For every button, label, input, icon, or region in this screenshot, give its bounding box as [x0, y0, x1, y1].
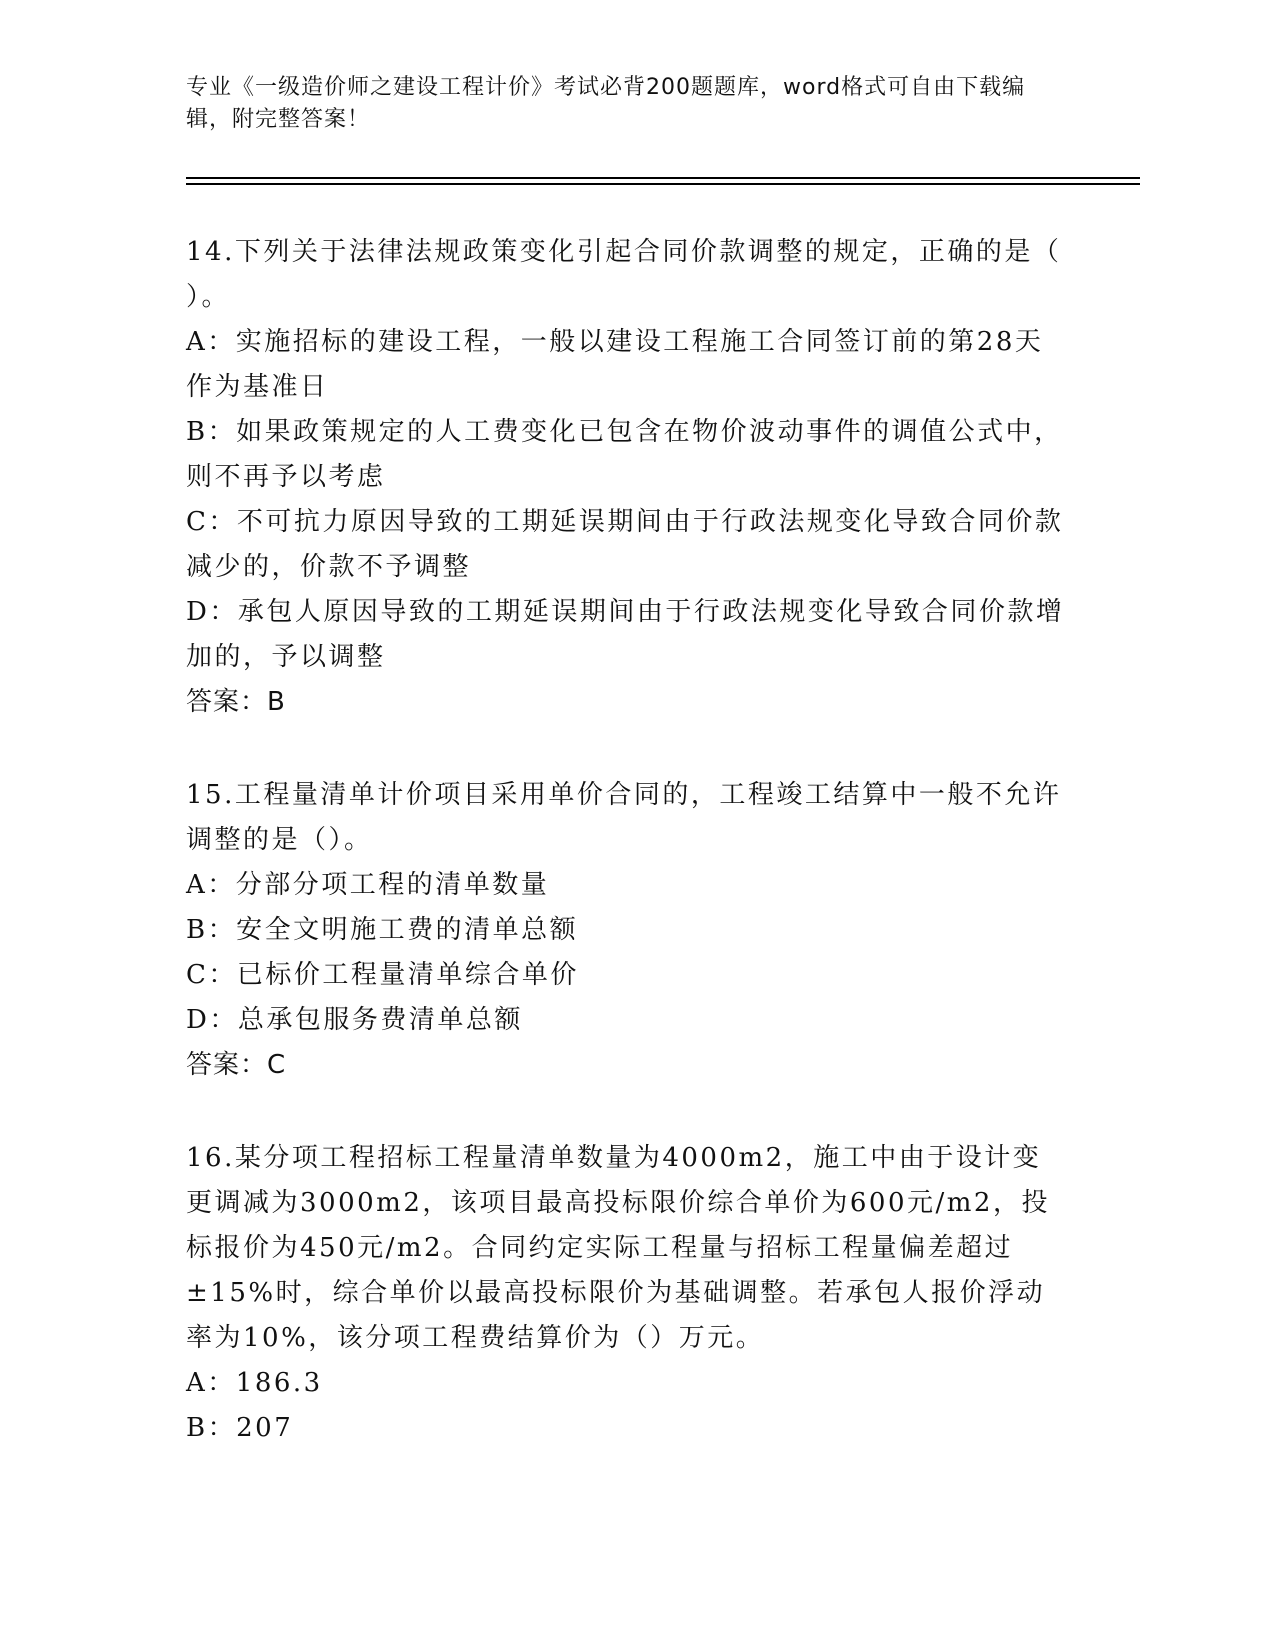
- option-c: C：不可抗力原因导致的工期延误期间由于行政法规变化导致合同价款减少的，价款不予调整: [186, 507, 1064, 582]
- question-15: [186, 773, 1066, 1088]
- question-stem: 15.工程量清单计价项目采用单价合同的，工程竣工结算中一般不允许调整的是（）。: [186, 780, 1062, 855]
- option-a: A：分部分项工程的清单数量: [186, 870, 550, 900]
- option-d: D：总承包服务费清单总额: [186, 1005, 523, 1035]
- question-16: [186, 1136, 1066, 1451]
- option-b: B：207: [186, 1413, 294, 1443]
- header-rule-top: [186, 177, 1140, 179]
- question-stem: 14.下列关于法律法规政策变化引起合同价款调整的规定，正确的是（ ）。: [186, 237, 1062, 312]
- option-d: D：承包人原因导致的工期延误期间由于行政法规变化导致合同价款增加的，予以调整: [186, 597, 1065, 672]
- document-header: 专业《一级造价师之建设工程计价》考试必背200题题库，word格式可自由下载编辑，附完整答案！: [186, 75, 1026, 132]
- option-a: A：实施招标的建设工程，一般以建设工程施工合同签订前的第28天作为基准日: [186, 327, 1044, 402]
- answer: 答案：C: [186, 1050, 287, 1080]
- question-list: [186, 230, 1066, 1499]
- header-rule-bottom: [186, 183, 1140, 185]
- option-b: B：安全文明施工费的清单总额: [186, 915, 579, 945]
- option-c: C：已标价工程量清单综合单价: [186, 960, 579, 990]
- question-14: [186, 230, 1066, 725]
- option-b: B：如果政策规定的人工费变化已包含在物价波动事件的调值公式中，则不再予以考虑: [186, 417, 1063, 492]
- option-a: A：186.3: [186, 1368, 323, 1398]
- question-stem: 16.某分项工程招标工程量清单数量为4000m2，施工中由于设计变更调减为3000m2，该项目最高投标限价综合单价为600元/m2，投标报价为450元/m2。合同约定实际工程量与招标工程量偏差超过±15%时，综合单价以最高投标限价为基础调整。若承包人报价浮动率为10%，该分项工程费结算价为（）万元。: [186, 1143, 1050, 1353]
- answer: 答案：B: [186, 687, 286, 717]
